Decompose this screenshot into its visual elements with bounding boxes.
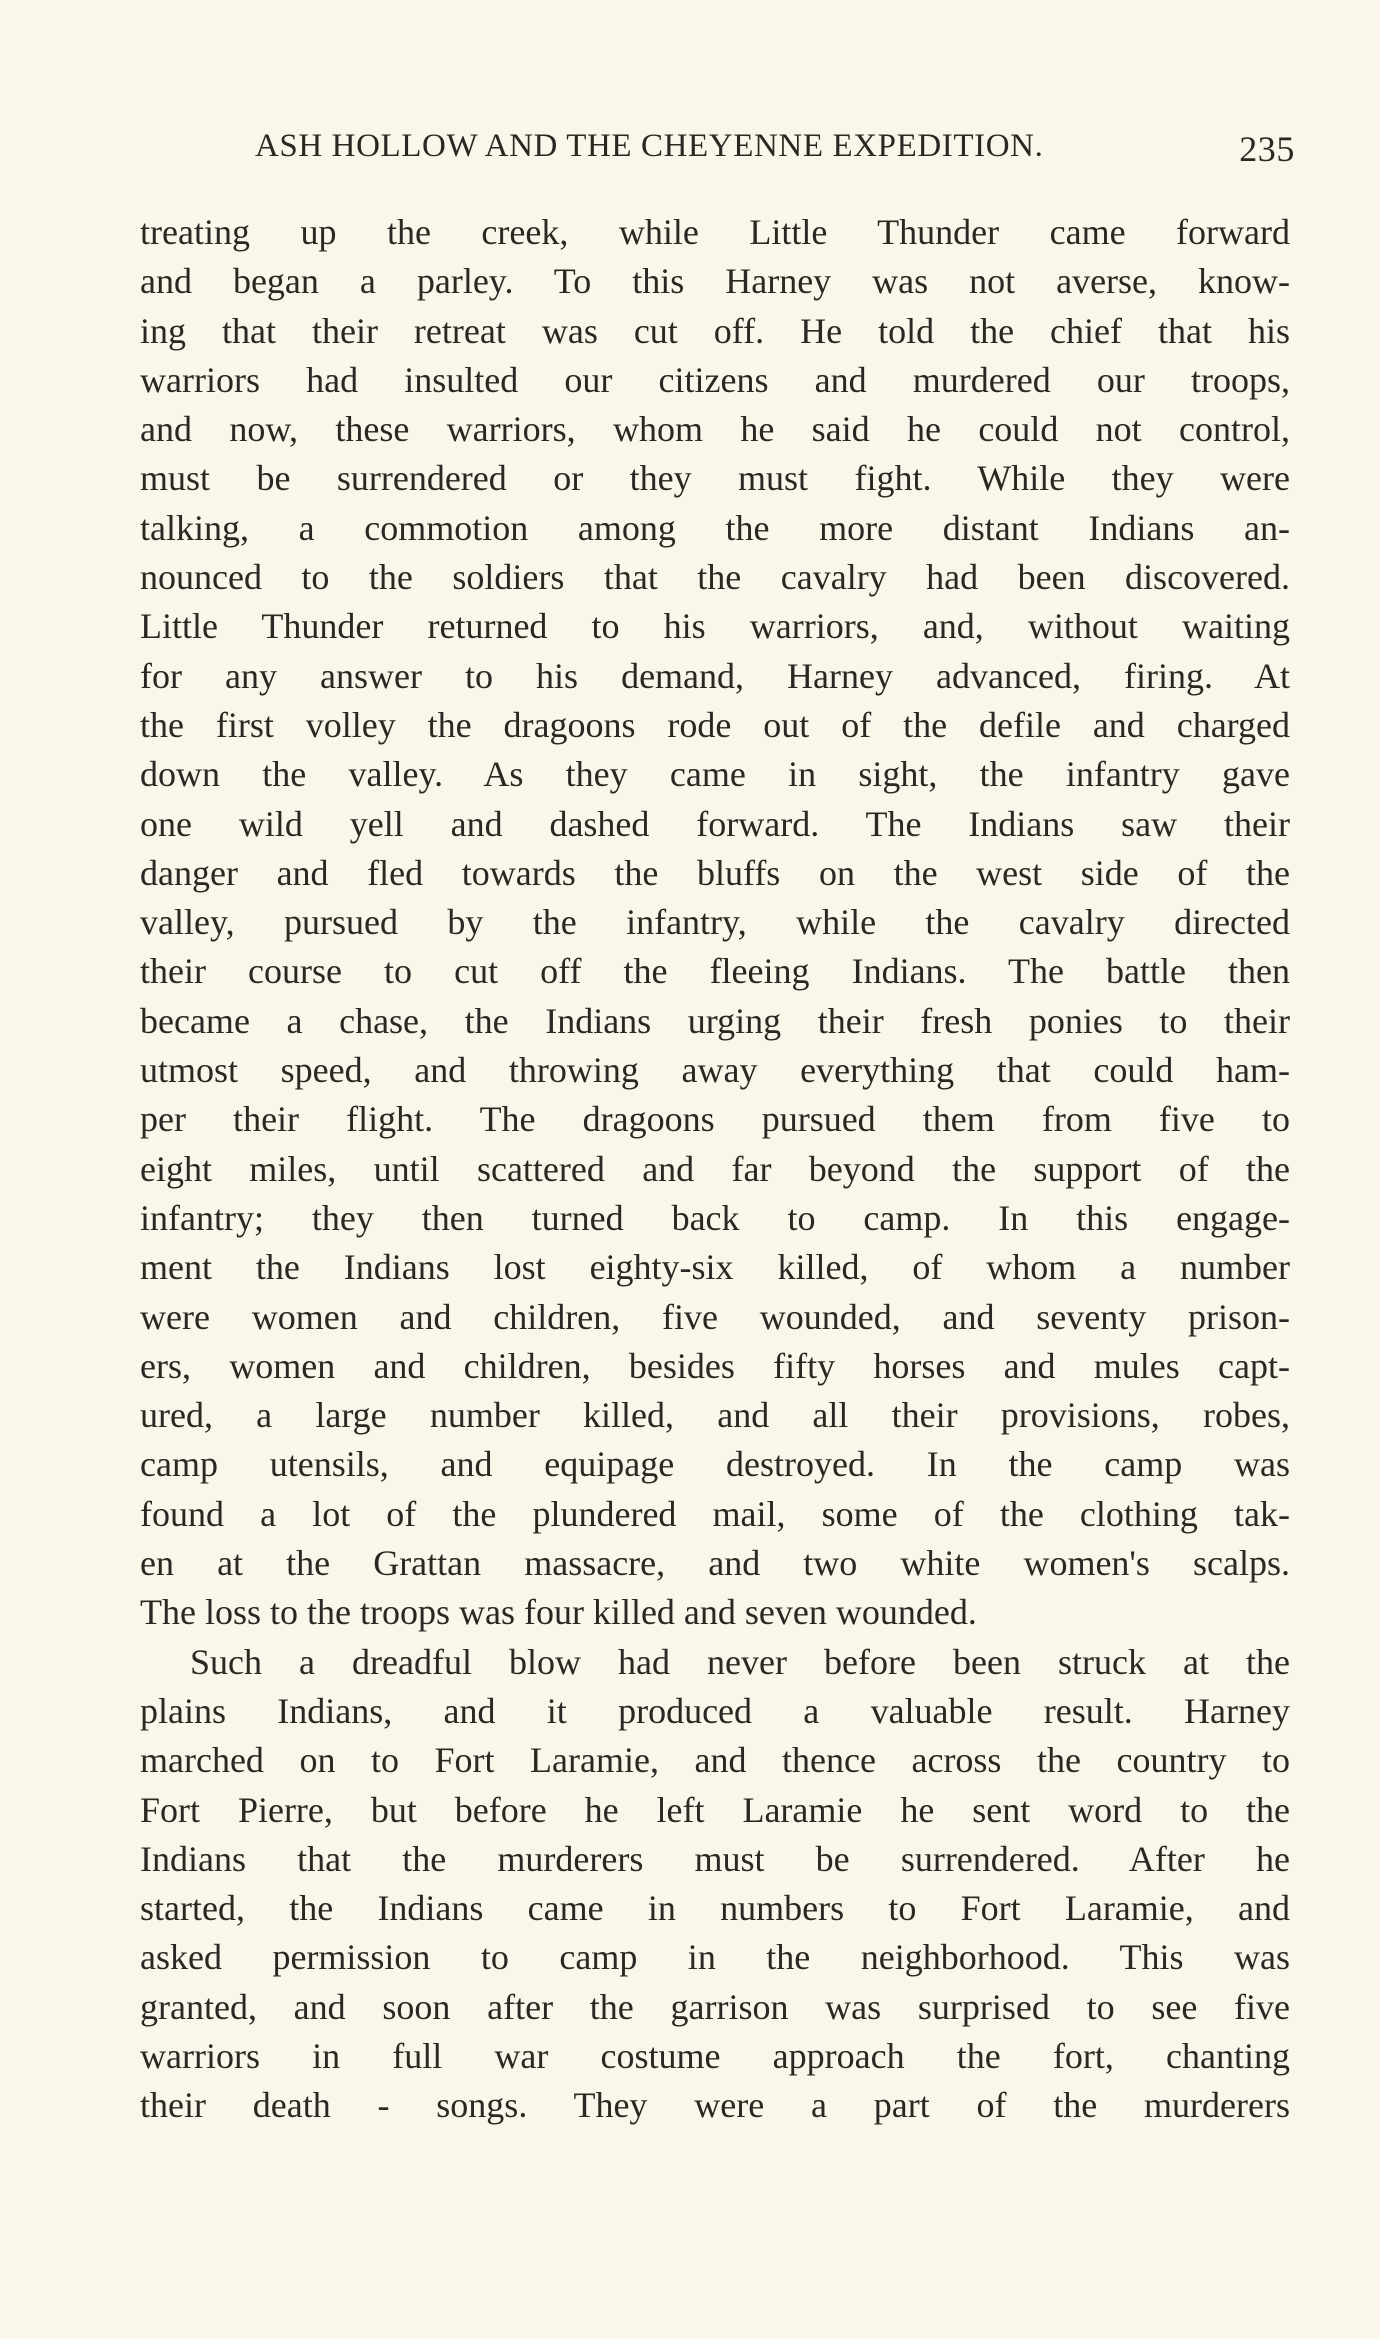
paragraph [140, 208, 1290, 1638]
text-line: per their flight. The dragoons pursued them from five to [140, 1099, 1290, 1140]
text-line: Indians that the murderers must be surrendered. After he [140, 1838, 1290, 1879]
text-line: ing that their retreat was cut off. He told the chief that his [140, 310, 1290, 351]
text-line: Little Thunder returned to his warriors, and, without waiting [140, 606, 1290, 647]
text-line: valley, pursued by the infantry, while the cavalry directed [140, 902, 1290, 943]
text-line: their death - songs. They were a part of the murderers [140, 2085, 1290, 2126]
text-line: ers, women and children, besides fifty horses and mules capt- [140, 1345, 1290, 1386]
text-line: marched on to Fort Laramie, and thence across the country to [140, 1740, 1290, 1781]
text-line: nounced to the soldiers that the cavalry had been discovered. [140, 557, 1290, 598]
text-line: became a chase, the Indians urging their fresh ponies to their [140, 1000, 1290, 1041]
text-line: plains Indians, and it produced a valuable result. Harney [140, 1690, 1290, 1731]
text-line: Fort Pierre, but before he left Laramie he sent word to the [140, 1789, 1290, 1830]
text-line: ment the Indians lost eighty-six killed, of whom a number [140, 1247, 1290, 1288]
running-head [255, 128, 1295, 178]
text-line: utmost speed, and throwing away everything that could ham- [140, 1050, 1290, 1091]
text-line: found a lot of the plundered mail, some of the clothing tak- [140, 1493, 1290, 1534]
text-line: camp utensils, and equipage destroyed. In the camp was [140, 1444, 1290, 1485]
text-line: Such a dreadful blow had never before been struck at the [190, 1641, 1290, 1682]
paragraph [140, 1638, 1290, 2131]
text-line: The loss to the troops was four killed and seven wounded. [140, 1592, 977, 1633]
text-line: were women and children, five wounded, and seventy prison- [140, 1296, 1290, 1337]
text-line: for any answer to his demand, Harney advanced, firing. At [140, 655, 1290, 696]
text-line: started, the Indians came in numbers to Fort Laramie, and [140, 1888, 1290, 1929]
text-line: the first volley the dragoons rode out of the defile and charged [140, 704, 1290, 745]
text-line: en at the Grattan massacre, and two white women's scalps. [140, 1543, 1290, 1584]
text-line: granted, and soon after the garrison was surprised to see five [140, 1986, 1290, 2027]
text-line: asked permission to camp in the neighborhood. This was [140, 1937, 1290, 1978]
text-line: their course to cut off the fleeing Indians. The battle then [140, 951, 1290, 992]
text-line: and now, these warriors, whom he said he could not control, [140, 409, 1290, 450]
body-text [140, 208, 1290, 2131]
text-line: infantry; they then turned back to camp. In this engage- [140, 1197, 1290, 1238]
text-line: must be surrendered or they must fight. While they were [140, 458, 1290, 499]
text-line: treating up the creek, while Little Thunder came forward [140, 212, 1290, 252]
text-line: talking, a commotion among the more distant Indians an- [140, 507, 1290, 548]
text-line: down the valley. As they came in sight, the infantry gave [140, 754, 1290, 795]
text-line: warriors in full war costume approach the fort, chanting [140, 2035, 1290, 2076]
text-line: and began a parley. To this Harney was not averse, know- [140, 261, 1290, 302]
text-line: one wild yell and dashed forward. The Indians saw their [140, 803, 1290, 844]
text-line: warriors had insulted our citizens and murdered our troops, [140, 359, 1290, 400]
text-line: eight miles, until scattered and far beyond the support of the [140, 1148, 1290, 1189]
running-title: ASH HOLLOW AND THE CHEYENNE EXPEDITION. [255, 128, 1044, 164]
text-line: ured, a large number killed, and all their provisions, robes, [140, 1395, 1290, 1436]
page-number: 235 [1239, 129, 1295, 169]
text-line: danger and fled towards the bluffs on the west side of the [140, 852, 1290, 893]
